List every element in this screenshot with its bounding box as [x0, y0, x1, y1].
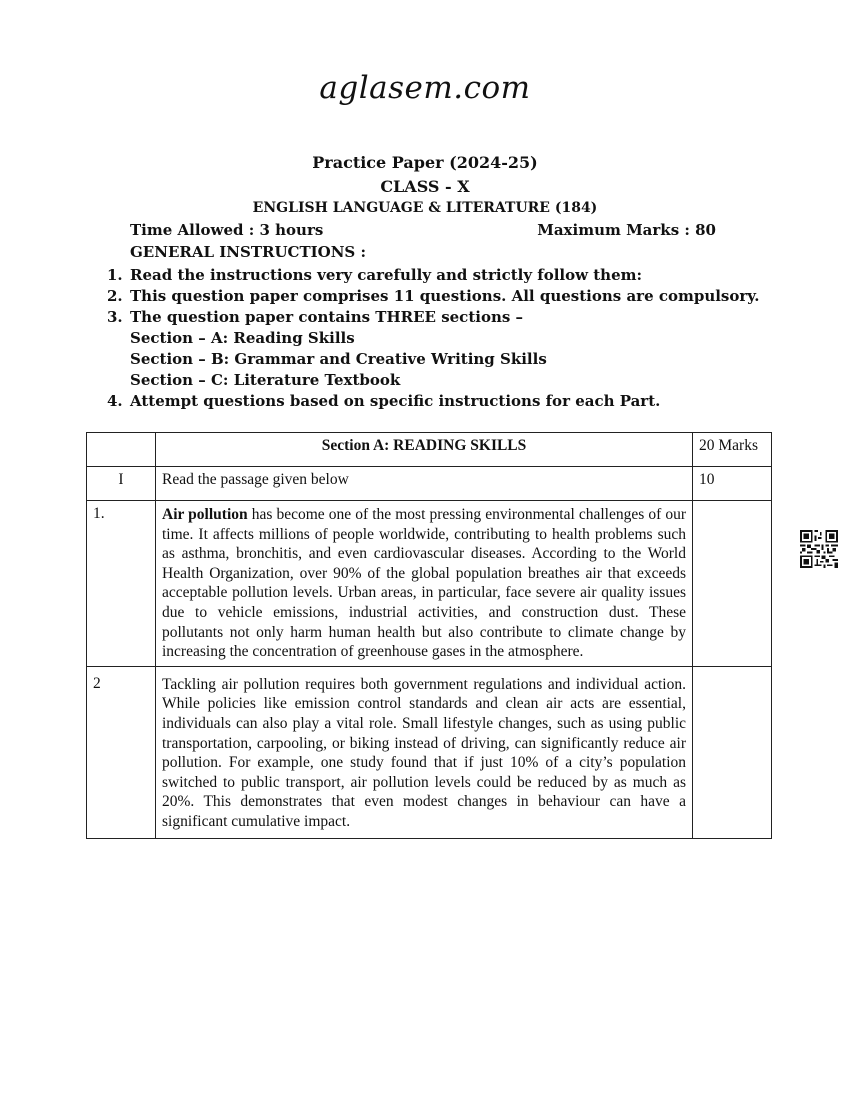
time-allowed: Time Allowed : 3 hours	[130, 221, 324, 239]
question-number: I	[87, 467, 156, 501]
section-c-item: Section – C: Literature Textbook	[130, 371, 401, 389]
table-row	[87, 433, 772, 467]
class-label: CLASS - X	[380, 177, 470, 196]
passage-paragraph: Tackling air pollution requires both government regulations and individual action. While policies like emission control standards and clean air acts are essential, individuals can also play a vital role. Small lifestyle changes, such as using public transportation, carpooling, or biking instead of driving, can significantly reduce air pollution. For example, one study found that if just 10% of a city’s population switched to public transport, air pollution levels could be reduced by as much as 20%. This demonstrates that even modest changes in behaviour can have a significant cumulative impact.	[156, 666, 693, 838]
instruction-item: 1. Read the instructions very carefully and strictly follow them:	[107, 266, 643, 284]
paper-title: Practice Paper (2024-25)	[312, 153, 538, 172]
passage-paragraph: Air pollution has become one of the most pressing environmental challenges of our time. It affects millions of people worldwide, contributing to health problems such as asthma, bronchitis, and even cardiovascular diseases. According to the World Health Organization, over 90% of the global population breathes air that exceeds acceptable pollution levels. Urban areas, in particular, face severe air quality issues due to vehicle emissions, industrial activities, and construction dust. These pollutants not only harm human health but also contribute to climate change by increasing the concentration of greenhouse gases in the atmosphere.	[156, 501, 693, 667]
paragraph-number: 1.	[87, 501, 156, 667]
section-b-item: Section – B: Grammar and Creative Writing Skills	[130, 350, 547, 368]
question-marks: 10	[693, 467, 772, 501]
question-text: Read the passage given below	[156, 467, 693, 501]
time-marks-row	[130, 221, 716, 239]
sections-list	[130, 328, 760, 391]
table-row	[87, 666, 772, 838]
table-row	[87, 467, 772, 501]
paragraph-number: 2	[87, 666, 156, 838]
section-a-item: Section – A: Reading Skills	[130, 329, 355, 347]
instructions-list	[107, 265, 760, 412]
instruction-item: 2. This question paper comprises 11 questions. All questions are compulsory.	[107, 287, 760, 305]
subject-label: ENGLISH LANGUAGE & LITERATURE (184)	[252, 200, 598, 216]
bold-term: Air pollution	[162, 506, 248, 523]
site-logo: aglasem.com	[319, 70, 531, 106]
section-marks: 20 Marks	[693, 433, 772, 467]
section-title: Section A: READING SKILLS	[156, 433, 693, 467]
table-row	[87, 501, 772, 667]
maximum-marks: Maximum Marks : 80	[537, 221, 716, 239]
general-instructions-heading: GENERAL INSTRUCTIONS :	[130, 243, 367, 261]
qr-code-icon[interactable]	[800, 530, 838, 568]
question-table	[86, 432, 772, 839]
instruction-item: 3. The question paper contains THREE sections – Section – A: Reading Skills Section – B: Grammar and Creative Writing Skills Section – C: Literature Textbook	[107, 307, 760, 391]
instruction-item: 4. Attempt questions based on specific instructions for each Part.	[107, 392, 661, 410]
